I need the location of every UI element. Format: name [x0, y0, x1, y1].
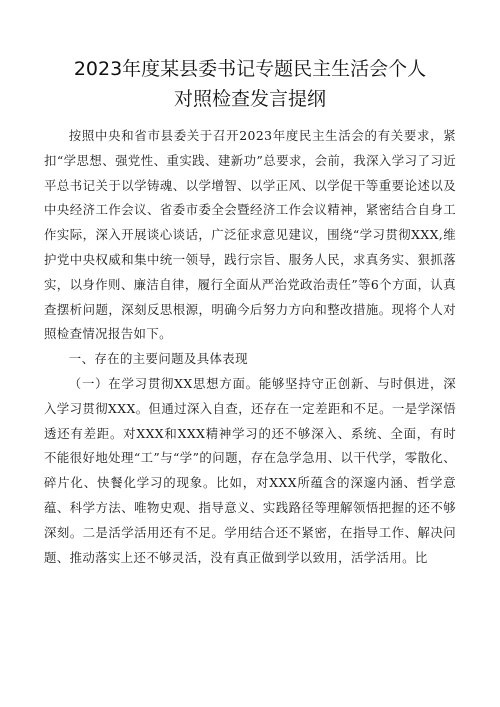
- intro-paragraph: 按照中央和省市县委关于召开2023年度民主生活会的有关要求，紧扣“学思想、强党性、重实践、建新功”总要求，会前，我深入学习了习近平总书记关于以学铸魂、以学增智、以学正风、以学促干等重要论述以及中央经济工作会议、省委市委全会暨经济工作会议精神，紧密结合自身工作实际，深入开展谈心谈话，广泛征求意见建议，围绕“学习贯彻XXX,维护党中央权威和集中统一领导，践行宗旨、服务人民，求真务实、狠抓落实，以身作则、廉洁自律，履行全面从严治党政治责任”等6个方面，认真查摆析问题，深刻反思根源，明确今后努力方向和整改措施。现将个人对照检查情况报告如下。: [44, 128, 456, 342]
- title-line-1: 2023年度某县委书记专题民主生活会个人: [73, 58, 427, 80]
- section-heading-1: 一、存在的主要问题及具体表现: [68, 351, 248, 367]
- document-body: [44, 124, 456, 570]
- section-1-paragraph-1: （一）在学习贯彻XX思想方面。能够坚持守正创新、与时俱进，深入学习贯彻XXX。但通过深入自查，还存在一定差距和不足。一是学深悟透还有差距。对XXX和XXX精神学习的还不够深入、系统、全面，有时不能很好地处理“工”与“学”的问题，存在急学急用、以干代学，零散化、碎片化、快餐化学习的现象。比如，对XXX所蕴含的深邃内涵、哲学意蕴、科学方法、唯物史观、指导意义、实践路径等理解领悟把握的还不够深刻。二是活学活用还有不足。学用结合还不紧密，在指导工作、解决问题、推动落实上还不够灵活，没有真正做到学以致用，活学活用。比: [44, 375, 456, 565]
- title-line-2: 对照检查发言提纲: [173, 88, 326, 110]
- document-title: [44, 54, 456, 114]
